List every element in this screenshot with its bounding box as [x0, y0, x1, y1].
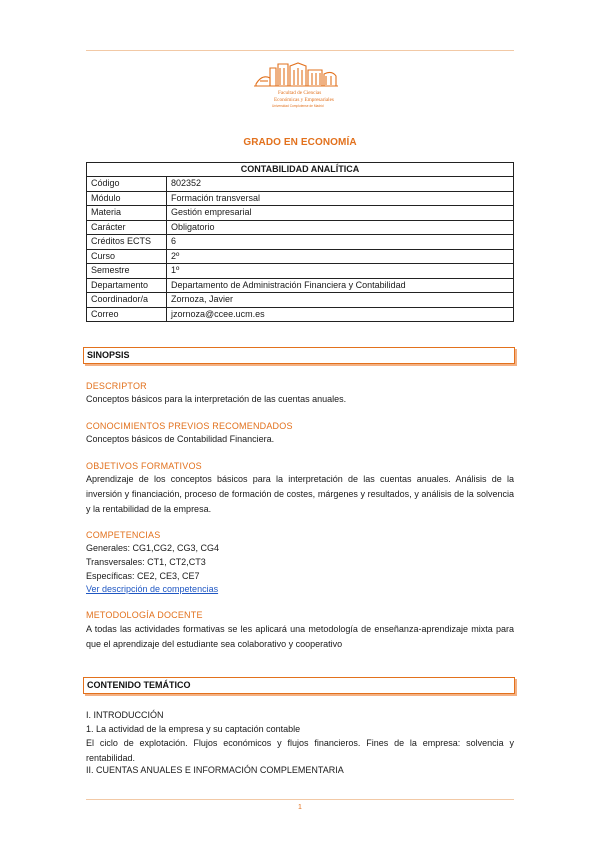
competencies-link[interactable]: Ver descripción de competencias [86, 584, 219, 594]
prerequisites-title: CONOCIMIENTOS PREVIOS RECOMENDADOS [86, 421, 293, 431]
contenido-heading: CONTENIDO TEMÁTICO [87, 680, 191, 690]
contenido-heading-box [83, 677, 515, 694]
competencies-title: COMPETENCIAS [86, 530, 161, 540]
table-row [87, 235, 514, 250]
email-value: jzornoza@ccee.ucm.es [167, 307, 514, 322]
row-value: Formación transversal [167, 191, 514, 206]
logo-line-1: Facultad de Ciencias [278, 90, 322, 96]
row-value: 1º [167, 264, 514, 279]
competencies-specific: Específicas: CE2, CE3, CE7 [86, 571, 200, 581]
content-line: II. CUENTAS ANUALES E INFORMACIÓN COMPLEMENTARIA [86, 765, 344, 775]
prerequisites-text: Conceptos básicos de Contabilidad Financiera. [86, 434, 275, 444]
table-row [87, 177, 514, 192]
row-value: 802352 [167, 177, 514, 192]
row-label: Módulo [87, 191, 167, 206]
faculty-logo [246, 58, 358, 114]
page-number: 1 [298, 804, 302, 811]
row-value: 6 [167, 235, 514, 250]
header-rule [86, 50, 514, 51]
competencies-general: Generales: CG1,CG2, CG3, CG4 [86, 543, 220, 553]
methodology-title: METODOLOGÍA DOCENTE [86, 610, 203, 620]
table-row [87, 264, 514, 279]
descriptor-text: Conceptos básicos para la interpretación de las cuentas anuales. [86, 394, 347, 404]
row-label: Materia [87, 206, 167, 221]
methodology-text: A todas las actividades formativas se les aplicará una metodología de enseñanza-aprendizaje mixta para que el aprendizaje del estudiante sea colaborativo y cooperativo [86, 624, 514, 649]
row-label: Departamento [87, 278, 167, 293]
row-value: 2º [167, 249, 514, 264]
table-row [87, 206, 514, 221]
logo-line-2: Económicas y Empresariales [274, 97, 334, 103]
row-label: Coordinador/a [87, 293, 167, 308]
content-line: 1. La actividad de la empresa y su captación contable [86, 724, 301, 734]
descriptor-title: DESCRIPTOR [86, 381, 147, 391]
row-label: Semestre [87, 264, 167, 279]
row-value: Zornoza, Javier [167, 293, 514, 308]
content-line: I. INTRODUCCIÓN [86, 710, 164, 720]
objectives-title: OBJETIVOS FORMATIVOS [86, 461, 202, 471]
row-label: Correo [87, 307, 167, 322]
course-info-table [86, 162, 514, 322]
table-row [87, 307, 514, 322]
competencies-link-row [86, 582, 218, 597]
row-value: Gestión empresarial [167, 206, 514, 221]
row-label: Créditos ECTS [87, 235, 167, 250]
sinopsis-heading-box [83, 347, 515, 364]
table-row [87, 191, 514, 206]
row-label: Código [87, 177, 167, 192]
row-value: Obligatorio [167, 220, 514, 235]
footer-rule [86, 799, 514, 800]
objectives-text: Aprendizaje de los conceptos básicos para la interpretación de las cuentas anuales. Análisis de la inversión y financiación, proceso de formación de costes, márgenes y resultados, y análisis de la solvencia y la rentabilidad de la empresa. [86, 474, 514, 514]
row-value: Departamento de Administración Financiera y Contabilidad [167, 278, 514, 293]
row-label: Curso [87, 249, 167, 264]
logo-line-3: Universidad Complutense de Madrid [272, 104, 324, 108]
table-row [87, 249, 514, 264]
course-title: CONTABILIDAD ANALÍTICA [87, 163, 514, 177]
table-row [87, 293, 514, 308]
faculty-logo-icon [246, 58, 358, 114]
degree-title: GRADO EN ECONOMÍA [243, 137, 357, 148]
sinopsis-heading: SINOPSIS [87, 350, 130, 360]
competencies-transversal: Transversales: CT1, CT2,CT3 [86, 557, 206, 567]
table-row [87, 220, 514, 235]
content-line: El ciclo de explotación. Flujos económicos y flujos financieros. Fines de la empresa: solvencia y rentabilidad. [86, 738, 514, 763]
row-label: Carácter [87, 220, 167, 235]
table-row [87, 278, 514, 293]
